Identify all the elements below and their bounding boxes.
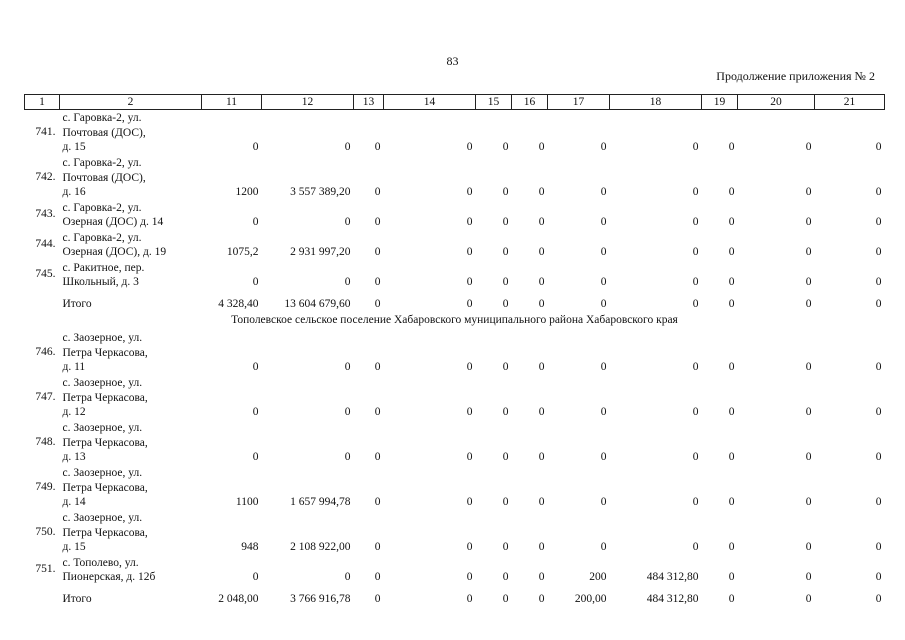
table-row [25, 555, 885, 585]
value-cell-col13: 0 [374, 496, 381, 508]
value-cell-col21: 0 [875, 246, 882, 258]
value-cell-col20: 0 [805, 451, 812, 463]
address-cell [60, 555, 202, 585]
value-cell-col18: 0 [692, 216, 699, 228]
value-cell-col13: 0 [374, 186, 381, 198]
value-cell-col21: 0 [875, 276, 882, 288]
address-cell [60, 200, 202, 230]
address-cell [60, 290, 202, 312]
address-line: д. 15 [62, 541, 86, 553]
address-cell [60, 510, 202, 555]
address-line: Озерная (ДОС), д. 19 [62, 246, 167, 258]
value-cell-col16: 0 [538, 246, 545, 258]
address-line: Школьный, д. 3 [62, 276, 139, 288]
address-line: с. Заозерное, ул. [62, 467, 143, 479]
value-cell-col18: 0 [692, 186, 699, 198]
column-header: 20 [738, 95, 815, 110]
value-cell-col11: 0 [252, 361, 259, 373]
value-cell-col12: 1 657 994,78 [290, 496, 351, 508]
row-number: 744. [35, 238, 56, 251]
value-cell-col13: 0 [374, 541, 381, 553]
section-row [25, 312, 885, 330]
value-cell-col11: 0 [252, 451, 259, 463]
value-cell-col12: 0 [344, 571, 351, 583]
value-cell-col19: 0 [728, 406, 735, 418]
value-cell-col17: 200,00 [574, 593, 607, 605]
address-line: Петра Черкасова, [62, 481, 148, 494]
address-line: с. Заозерное, ул. [62, 377, 143, 389]
value-cell-col14: 0 [466, 298, 473, 310]
value-cell-col20: 0 [805, 361, 812, 373]
value-cell-col19: 0 [728, 246, 735, 258]
value-cell-col18: 0 [692, 361, 699, 373]
row-number: 747. [35, 390, 56, 403]
row-number: 742. [35, 170, 56, 183]
value-cell-col14: 0 [466, 593, 473, 605]
value-cell-col15: 0 [502, 246, 509, 258]
row-number: 749. [35, 480, 56, 493]
address-line: Озерная (ДОС) д. 14 [62, 216, 164, 228]
address-cell [60, 260, 202, 290]
value-cell-col11: 4 328,40 [218, 298, 259, 310]
value-cell-col20: 0 [805, 276, 812, 288]
value-cell-col12: 0 [344, 451, 351, 463]
address-cell [60, 375, 202, 420]
address-line: Почтовая (ДОС), [62, 126, 146, 139]
value-cell-col12: 0 [344, 276, 351, 288]
value-cell-col17: 0 [600, 141, 607, 153]
value-cell-col16: 0 [538, 571, 545, 583]
value-cell-col18: 484 312,80 [646, 593, 699, 605]
value-cell-col13: 0 [374, 406, 381, 418]
value-cell-col14: 0 [466, 541, 473, 553]
value-cell-col19: 0 [728, 298, 735, 310]
value-cell-col17: 0 [600, 216, 607, 228]
row-number: 750. [35, 525, 56, 538]
value-cell-col17: 0 [600, 406, 607, 418]
table-row [25, 110, 885, 155]
value-cell-col15: 0 [502, 541, 509, 553]
column-header: 2 [60, 95, 202, 110]
value-cell-col12: 0 [344, 406, 351, 418]
value-cell-col17: 0 [600, 361, 607, 373]
value-cell-col16: 0 [538, 541, 545, 553]
address-cell [60, 155, 202, 200]
table-row [25, 420, 885, 465]
value-cell-col17: 0 [600, 496, 607, 508]
address-line: Итого [62, 298, 92, 310]
value-cell-col19: 0 [728, 276, 735, 288]
value-cell-col18: 0 [692, 541, 699, 553]
value-cell-col13: 0 [374, 216, 381, 228]
value-cell-col16: 0 [538, 406, 545, 418]
value-cell-col15: 0 [502, 298, 509, 310]
column-header: 1 [25, 95, 60, 110]
value-cell-col21: 0 [875, 541, 882, 553]
value-cell-col18: 0 [692, 496, 699, 508]
value-cell-col21: 0 [875, 186, 882, 198]
value-cell-col11: 0 [252, 276, 259, 288]
address-line: Итого [62, 593, 92, 605]
value-cell-col11: 2 048,00 [218, 593, 259, 605]
value-cell-col21: 0 [875, 571, 882, 583]
value-cell-col19: 0 [728, 451, 735, 463]
value-cell-col12: 3 557 389,20 [290, 186, 351, 198]
value-cell-col16: 0 [538, 298, 545, 310]
value-cell-col20: 0 [805, 298, 812, 310]
value-cell-col16: 0 [538, 496, 545, 508]
continuation-note: Продолжение приложения № 2 [716, 69, 875, 83]
value-cell-col19: 0 [728, 571, 735, 583]
table-row [25, 230, 885, 260]
value-cell-col20: 0 [805, 216, 812, 228]
value-cell-col21: 0 [875, 361, 882, 373]
address-line: с. Гаровка-2, ул. [62, 157, 142, 169]
value-cell-col18: 0 [692, 298, 699, 310]
value-cell-col20: 0 [805, 186, 812, 198]
table-row [25, 330, 885, 375]
address-line: с. Гаровка-2, ул. [62, 112, 142, 124]
column-header: 13 [354, 95, 384, 110]
value-cell-col11: 1075,2 [226, 246, 259, 258]
value-cell-col17: 0 [600, 276, 607, 288]
address-line: д. 15 [62, 141, 86, 153]
value-cell-col14: 0 [466, 216, 473, 228]
row-number: 741. [35, 126, 56, 138]
address-line: Петра Черкасова, [62, 436, 148, 449]
address-cell [60, 585, 202, 607]
address-cell [60, 330, 202, 375]
value-cell-col20: 0 [805, 496, 812, 508]
value-cell-col15: 0 [502, 496, 509, 508]
value-cell-col19: 0 [728, 361, 735, 373]
value-cell-col11: 1200 [235, 186, 259, 198]
address-line: с. Гаровка-2, ул. [62, 201, 142, 214]
value-cell-col18: 0 [692, 406, 699, 418]
address-line: д. 13 [62, 451, 86, 463]
value-cell-col21: 0 [875, 496, 882, 508]
value-cell-col14: 0 [466, 276, 473, 288]
value-cell-col12: 0 [344, 216, 351, 228]
column-header: 18 [610, 95, 702, 110]
value-cell-col16: 0 [538, 451, 545, 463]
data-table [24, 94, 885, 607]
value-cell-col21: 0 [875, 593, 882, 605]
table-row [25, 200, 885, 230]
value-cell-col13: 0 [374, 571, 381, 583]
row-number [25, 290, 60, 312]
value-cell-col18: 0 [692, 451, 699, 463]
row-number: 746. [35, 345, 56, 358]
value-cell-col15: 0 [502, 141, 509, 153]
column-header: 11 [202, 95, 262, 110]
value-cell-col20: 0 [805, 541, 812, 553]
value-cell-col13: 0 [374, 451, 381, 463]
value-cell-col19: 0 [728, 141, 735, 153]
column-header: 15 [476, 95, 512, 110]
column-header: 16 [512, 95, 548, 110]
address-line: с. Заозерное, ул. [62, 422, 143, 434]
value-cell-col19: 0 [728, 541, 735, 553]
value-cell-col21: 0 [875, 406, 882, 418]
address-line: Почтовая (ДОС), [62, 171, 146, 184]
table-row [25, 585, 885, 607]
value-cell-col11: 948 [241, 541, 259, 553]
address-line: д. 12 [62, 406, 86, 418]
address-line: д. 16 [62, 186, 86, 198]
value-cell-col13: 0 [374, 361, 381, 373]
address-cell [60, 230, 202, 260]
value-cell-col12: 2 108 922,00 [290, 541, 351, 553]
value-cell-col14: 0 [466, 246, 473, 258]
address-line: Петра Черкасова, [62, 526, 148, 539]
address-line: Пионерская, д. 12б [62, 571, 156, 583]
value-cell-col14: 0 [466, 361, 473, 373]
value-cell-col12: 2 931 997,20 [290, 246, 351, 258]
value-cell-col16: 0 [538, 186, 545, 198]
column-header: 12 [262, 95, 354, 110]
value-cell-col16: 0 [538, 276, 545, 288]
value-cell-col12: 0 [344, 141, 351, 153]
value-cell-col21: 0 [875, 451, 882, 463]
value-cell-col15: 0 [502, 361, 509, 373]
value-cell-col19: 0 [728, 593, 735, 605]
value-cell-col15: 0 [502, 186, 509, 198]
value-cell-col11: 0 [252, 406, 259, 418]
value-cell-col11: 0 [252, 216, 259, 228]
value-cell-col17: 200 [589, 571, 607, 583]
value-cell-col17: 0 [600, 451, 607, 463]
value-cell-col21: 0 [875, 216, 882, 228]
value-cell-col11: 0 [252, 141, 259, 153]
section-title: Тополевское сельское поселение Хабаровского муниципального района Хабаровского края [231, 314, 678, 327]
value-cell-col15: 0 [502, 593, 509, 605]
value-cell-col18: 0 [692, 276, 699, 288]
value-cell-col13: 0 [374, 298, 381, 310]
address-line: с. Ракитное, пер. [62, 261, 145, 274]
column-header: 21 [815, 95, 885, 110]
column-header: 17 [548, 95, 610, 110]
table-row [25, 465, 885, 510]
address-cell [60, 420, 202, 465]
value-cell-col16: 0 [538, 141, 545, 153]
value-cell-col15: 0 [502, 571, 509, 583]
value-cell-col17: 0 [600, 541, 607, 553]
value-cell-col20: 0 [805, 593, 812, 605]
table-row [25, 260, 885, 290]
value-cell-col13: 0 [374, 246, 381, 258]
value-cell-col16: 0 [538, 216, 545, 228]
row-number: 748. [35, 435, 56, 448]
value-cell-col20: 0 [805, 246, 812, 258]
value-cell-col11: 0 [252, 571, 259, 583]
value-cell-col14: 0 [466, 141, 473, 153]
value-cell-col19: 0 [728, 216, 735, 228]
address-line: с. Гаровка-2, ул. [62, 231, 142, 244]
value-cell-col20: 0 [805, 406, 812, 418]
column-header: 14 [384, 95, 476, 110]
column-header: 19 [702, 95, 738, 110]
value-cell-col21: 0 [875, 141, 882, 153]
value-cell-col13: 0 [374, 593, 381, 605]
value-cell-col17: 0 [600, 186, 607, 198]
value-cell-col18: 484 312,80 [646, 571, 699, 583]
row-number: 743. [35, 208, 56, 221]
table-row [25, 510, 885, 555]
page-number: 83 [446, 54, 459, 68]
address-line: д. 11 [62, 361, 86, 373]
value-cell-col14: 0 [466, 186, 473, 198]
value-cell-col15: 0 [502, 406, 509, 418]
value-cell-col18: 0 [692, 246, 699, 258]
row-number [25, 585, 60, 607]
value-cell-col21: 0 [875, 298, 882, 310]
table-row [25, 375, 885, 420]
address-line: Петра Черкасова, [62, 346, 148, 359]
value-cell-col14: 0 [466, 496, 473, 508]
value-cell-col17: 0 [600, 246, 607, 258]
row-number: 751. [35, 563, 56, 576]
table-row [25, 290, 885, 312]
value-cell-col20: 0 [805, 141, 812, 153]
address-cell [60, 110, 202, 155]
address-line: Петра Черкасова, [62, 391, 148, 404]
value-cell-col16: 0 [538, 361, 545, 373]
value-cell-col14: 0 [466, 571, 473, 583]
value-cell-col12: 0 [344, 361, 351, 373]
row-number: 745. [35, 268, 56, 281]
value-cell-col11: 1100 [235, 496, 259, 508]
address-line: д. 14 [62, 496, 86, 508]
value-cell-col14: 0 [466, 451, 473, 463]
value-cell-col14: 0 [466, 406, 473, 418]
address-line: с. Заозерное, ул. [62, 332, 143, 344]
value-cell-col15: 0 [502, 216, 509, 228]
value-cell-col17: 0 [600, 298, 607, 310]
value-cell-col13: 0 [374, 276, 381, 288]
header-row [25, 95, 885, 110]
address-cell [60, 465, 202, 510]
value-cell-col16: 0 [538, 593, 545, 605]
table-body [25, 95, 885, 607]
value-cell-col15: 0 [502, 451, 509, 463]
value-cell-col20: 0 [805, 571, 812, 583]
value-cell-col15: 0 [502, 276, 509, 288]
address-line: с. Тополево, ул. [62, 556, 139, 569]
value-cell-col13: 0 [374, 141, 381, 153]
value-cell-col12: 13 604 679,60 [284, 298, 351, 310]
value-cell-col18: 0 [692, 141, 699, 153]
table-row [25, 155, 885, 200]
value-cell-col19: 0 [728, 186, 735, 198]
value-cell-col12: 3 766 916,78 [290, 593, 351, 605]
address-line: с. Заозерное, ул. [62, 512, 143, 524]
value-cell-col19: 0 [728, 496, 735, 508]
